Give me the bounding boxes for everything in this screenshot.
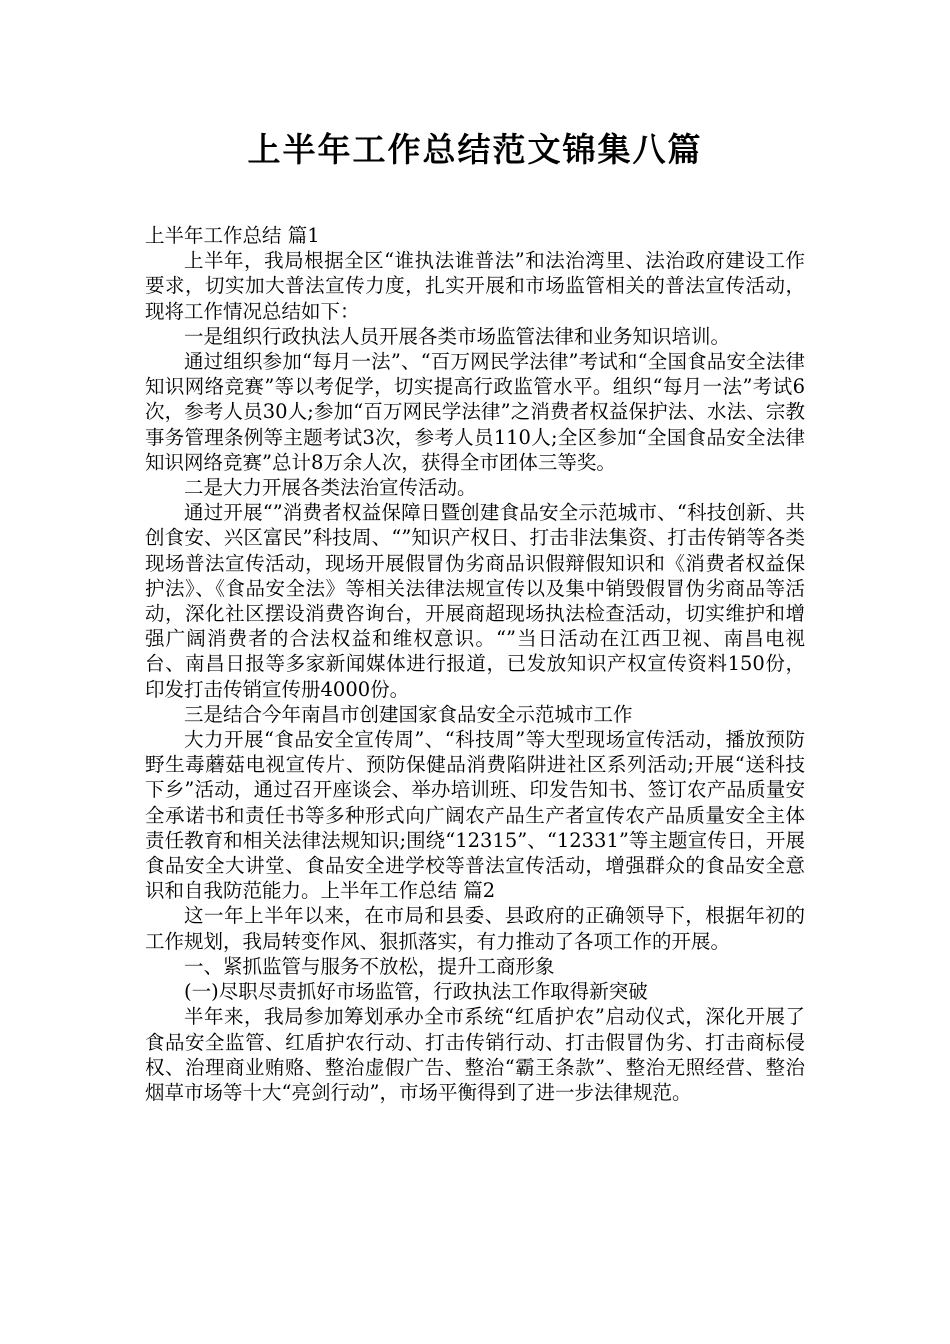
paragraph: 一、紧抓监管与服务不放松，提升工商形象 <box>184 954 555 978</box>
paragraph: 二是大力开展各类法治宣传活动。 <box>184 476 477 500</box>
paragraph: 通过组织参加“每月一法”、“百万网民学法律”考试和“全国食品安全法律知识网络竞赛”等以考促学，切实提高行政监管水平。组织“每月一法”考试6次，参考人员30人;参加“百万网民学法律”之消费者权益保护法、水法、宗教事务管理条例等主题考试3次，参考人员110人;全区参加“全国食品安全法律知识网络竞赛”总计8万余人次，获得全市团体三等奖。 <box>145 350 805 474</box>
paragraph: 通过开展“”消费者权益保障日暨创建食品安全示范城市、“科技创新、共创食安、兴区富民”科技周、“”知识产权日、打击非法集资、打击传销等各类现场普法宣传活动，现场开展假冒伪劣商品识假辩假知识和《消费者权益保护法》、《食品安全法》等相关法律法规宣传以及集中销毁假冒伪劣商品等活动，深化社区摆设消费咨询台，开展商超现场执法检查活动，切实维护和增强广阔消费者的合法权益和维权意识。“”当日活动在江西卫视、南昌电视台、南昌日报等多家新闻媒体进行报道，已发放知识产权宣传资料150份，印发打击传销宣传册4000份。 <box>145 501 805 701</box>
paragraph: 一是组织行政执法人员开展各类市场监管法律和业务知识培训。 <box>184 324 731 348</box>
paragraph: 这一年上半年以来，在市局和县委、县政府的正确领导下，根据年初的工作规划，我局转变作风、狠抓落实，有力推动了各项工作的开展。 <box>145 904 805 953</box>
paragraph: 三是结合今年南昌市创建国家食品安全示范城市工作 <box>184 702 633 726</box>
document-title: 上半年工作总结范文锦集八篇 <box>247 130 703 169</box>
paragraph: (一)尽职尽责抓好市场监管，行政执法工作取得新突破 <box>184 980 648 1004</box>
paragraph: 大力开展“食品安全宣传周”、“科技周”等大型现场宣传活动，播放预防野生毒蘑菇电视宣传片、预防保健品消费陷阱进社区系列活动;开展“送科技下乡”活动，通过召开座谈会、举办培训班、印发告知书、签订农产品质量安全承诺书和责任书等多种形式向广阔农产品生产者宣传农产品质量安全主体责任教育和相关法律法规知识;围绕“12315”、“12331”等主题宣传日，开展食品安全大讲堂、食品安全进学校等普法宣传活动，增强群众的食品安全意识和自我防范能力。上半年工作总结 篇2 <box>145 728 805 903</box>
paragraph-heading-1: 上半年工作总结 篇1 <box>145 224 320 247</box>
paragraph: 半年来，我局参加筹划承办全市系统“红盾护农”启动仪式，深化开展了食品安全监管、红盾护农行动、打击传销行动、打击假冒伪劣、打击商标侵权、治理商业贿赂、整治虚假广告、整治“霸王条款”、整治无照经营、整治烟草市场等十大“亮剑行动”，市场平衡得到了进一步法律规范。 <box>145 1005 805 1104</box>
paragraph: 上半年，我局根据全区“谁执法谁普法”和法治湾里、法治政府建设工作要求，切实加大普法宣传力度，扎实开展和市场监管相关的普法宣传活动，现将工作情况总结如下： <box>145 249 805 323</box>
document-body <box>145 223 805 1105</box>
